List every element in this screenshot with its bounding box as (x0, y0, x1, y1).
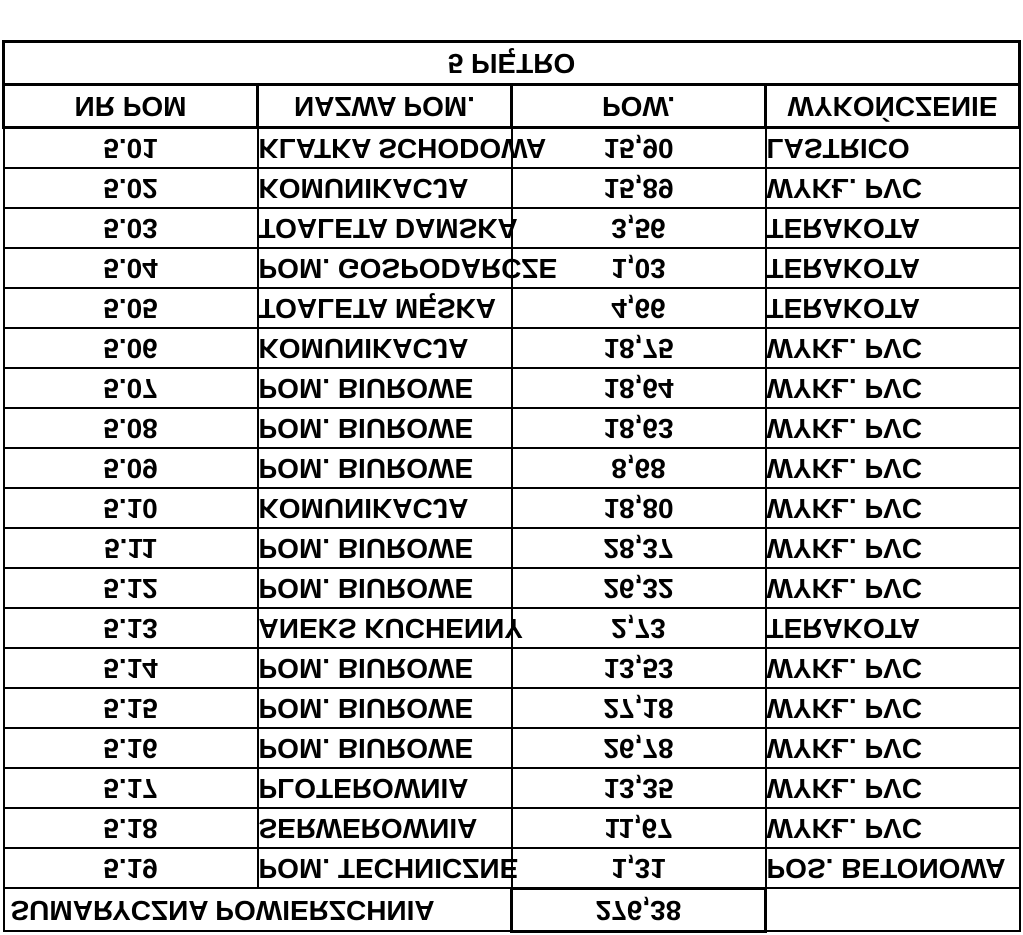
table-row (4, 848, 1020, 889)
room-nr: 5.07 (4, 368, 258, 408)
room-name: SERWEROWNIA (258, 808, 512, 848)
room-area: 26,32 (512, 568, 766, 608)
room-nr: 5.11 (4, 528, 258, 568)
table-row (4, 448, 1020, 488)
room-name: TOALETA DAMSKA (258, 208, 512, 248)
room-area: 27,18 (512, 688, 766, 728)
room-name: POM. TECHNICZNE (258, 848, 512, 889)
room-area: 4,66 (512, 288, 766, 328)
room-area: 3,56 (512, 208, 766, 248)
room-finish: WYKŁ. PVC (766, 688, 1020, 728)
room-area: 28,37 (512, 528, 766, 568)
room-finish: WYKŁ. PVC (766, 448, 1020, 488)
room-area: 26,78 (512, 728, 766, 768)
table-row (4, 328, 1020, 368)
room-area: 8,68 (512, 448, 766, 488)
table-row (4, 408, 1020, 448)
room-nr: 5.10 (4, 488, 258, 528)
room-finish: TERAKOTA (766, 288, 1020, 328)
room-name: POM. BIUROWE (258, 728, 512, 768)
room-nr: 5.15 (4, 688, 258, 728)
room-area: 18,75 (512, 328, 766, 368)
header-name: NAZWA POM. (258, 85, 512, 128)
room-name: KLATKA SCHODOWA (258, 128, 512, 169)
room-finish: WYKŁ. PVC (766, 528, 1020, 568)
room-finish: WYKŁ. PVC (766, 168, 1020, 208)
room-nr: 5.04 (4, 248, 258, 288)
room-finish: WYKŁ. PVC (766, 728, 1020, 768)
table-row (4, 808, 1020, 848)
room-area: 1,31 (512, 848, 766, 889)
room-name: ANEKS KUCHENNY (258, 608, 512, 648)
room-area: 1,03 (512, 248, 766, 288)
room-area: 11,67 (512, 808, 766, 848)
room-nr: 5.05 (4, 288, 258, 328)
summary-label: SUMARYCZNA POWIERZCHNIA (4, 889, 512, 932)
room-area: 2,73 (512, 608, 766, 648)
room-name: KOMUNIKACJA (258, 488, 512, 528)
room-name: KOMUNIKACJA (258, 168, 512, 208)
room-nr: 5.18 (4, 808, 258, 848)
room-nr: 5.19 (4, 848, 258, 889)
room-nr: 5.03 (4, 208, 258, 248)
room-finish: WYKŁ. PVC (766, 488, 1020, 528)
table-row (4, 288, 1020, 328)
room-nr: 5.08 (4, 408, 258, 448)
table-row (4, 488, 1020, 528)
room-name: POM. BIUROWE (258, 568, 512, 608)
table-row (4, 768, 1020, 808)
header-nr: NR POM (4, 85, 258, 128)
room-name: POM. BIUROWE (258, 408, 512, 448)
table-row (4, 688, 1020, 728)
room-name: POM. BIUROWE (258, 528, 512, 568)
room-area: 15,89 (512, 168, 766, 208)
room-finish: POS. BETONOWA (766, 848, 1020, 889)
room-area: 18,80 (512, 488, 766, 528)
room-schedule-table (2, 40, 1021, 933)
table-row (4, 648, 1020, 688)
room-area: 18,63 (512, 408, 766, 448)
room-name: POM. BIUROWE (258, 648, 512, 688)
table-row (4, 128, 1020, 169)
room-name: POM. BIUROWE (258, 448, 512, 488)
summary-row (4, 889, 1020, 932)
room-nr: 5.13 (4, 608, 258, 648)
table-row (4, 728, 1020, 768)
room-finish: WYKŁ. PVC (766, 808, 1020, 848)
table-row (4, 568, 1020, 608)
room-finish: TERAKOTA (766, 608, 1020, 648)
room-name: POM. BIUROWE (258, 688, 512, 728)
room-finish: WYKŁ. PVC (766, 328, 1020, 368)
room-name: POM. GOSPODARCZE (258, 248, 512, 288)
room-finish: WYKŁ. PVC (766, 408, 1020, 448)
room-nr: 5.01 (4, 128, 258, 169)
table-row (4, 528, 1020, 568)
table-row (4, 368, 1020, 408)
room-finish: LASTRICO (766, 128, 1020, 169)
room-name: TOALETA MĘSKA (258, 288, 512, 328)
room-area: 15,90 (512, 128, 766, 169)
table-header-row (4, 85, 1020, 128)
room-nr: 5.14 (4, 648, 258, 688)
summary-empty-cell (766, 889, 1020, 932)
header-area: POW. (512, 85, 766, 128)
room-finish: TERAKOTA (766, 248, 1020, 288)
room-finish: WYKŁ. PVC (766, 368, 1020, 408)
room-nr: 5.09 (4, 448, 258, 488)
room-area: 18,64 (512, 368, 766, 408)
room-nr: 5.12 (4, 568, 258, 608)
table-row (4, 248, 1020, 288)
room-nr: 5.02 (4, 168, 258, 208)
floor-title: 5 PIĘTRO (4, 42, 1020, 85)
room-finish: WYKŁ. PVC (766, 568, 1020, 608)
room-nr: 5.17 (4, 768, 258, 808)
summary-value: 276,38 (512, 889, 766, 932)
table-row (4, 208, 1020, 248)
room-name: PLOTEROWNIA (258, 768, 512, 808)
room-area: 13,53 (512, 648, 766, 688)
room-area: 13,35 (512, 768, 766, 808)
header-finish: WYKOŃCZENIE (766, 85, 1020, 128)
room-finish: WYKŁ. PVC (766, 768, 1020, 808)
room-finish: TERAKOTA (766, 208, 1020, 248)
room-finish: WYKŁ. PVC (766, 648, 1020, 688)
floor-title-row (4, 42, 1020, 85)
room-name: POM. BIUROWE (258, 368, 512, 408)
room-nr: 5.16 (4, 728, 258, 768)
table-row (4, 168, 1020, 208)
room-name: KOMUNIKACJA (258, 328, 512, 368)
table-row (4, 608, 1020, 648)
room-nr: 5.06 (4, 328, 258, 368)
